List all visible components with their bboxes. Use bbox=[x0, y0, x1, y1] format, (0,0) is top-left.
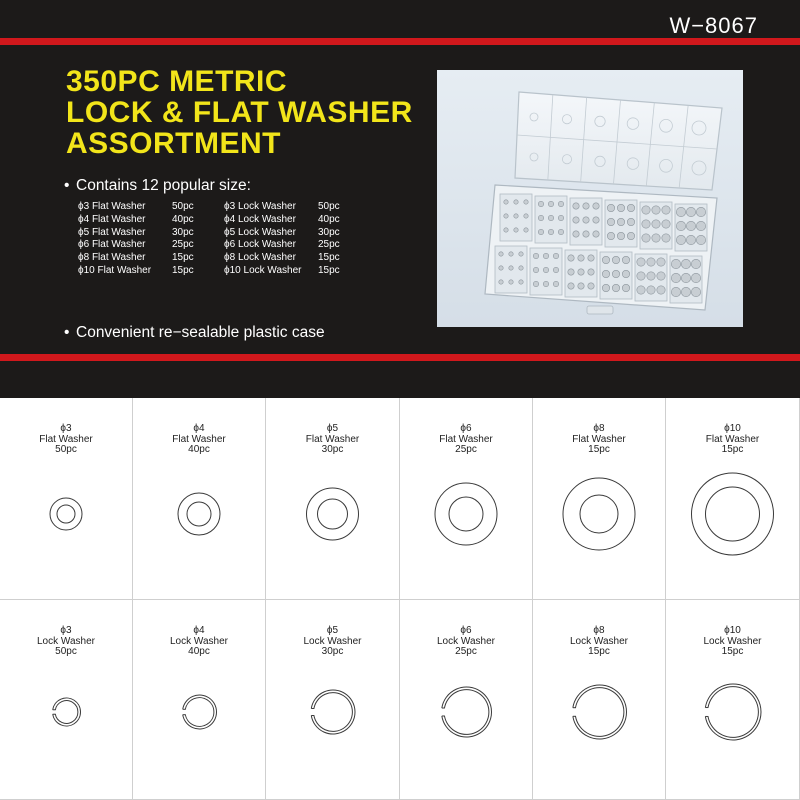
list-item bbox=[78, 201, 194, 214]
washer-type: Flat Washer bbox=[572, 433, 626, 445]
washer-type: Flat Washer bbox=[439, 433, 493, 445]
lock-washer-icon bbox=[666, 600, 800, 800]
lock-washer-icon bbox=[266, 600, 400, 800]
size-name: ϕ8 Lock Washer bbox=[224, 252, 296, 264]
flat-washer-icon bbox=[133, 398, 266, 600]
lock-washer-icon bbox=[133, 600, 266, 800]
washer-qty: 15pc bbox=[721, 646, 744, 657]
washer-size: ϕ10 bbox=[724, 625, 741, 636]
lock-washer-cell bbox=[533, 600, 666, 800]
washer-qty: 15pc bbox=[721, 444, 744, 455]
washer-type: Flat Washer bbox=[39, 433, 93, 445]
washer-type: Flat Washer bbox=[172, 433, 226, 445]
product-case-photo bbox=[437, 70, 743, 327]
washer-size: ϕ6 bbox=[460, 423, 472, 434]
size-qty: 50pc bbox=[318, 201, 340, 212]
washer-size: ϕ4 bbox=[193, 625, 205, 636]
size-name: ϕ5 Flat Washer bbox=[78, 226, 146, 238]
size-qty: 15pc bbox=[318, 264, 340, 276]
size-name: ϕ3 Flat Washer bbox=[78, 201, 146, 212]
washer-type: Lock Washer bbox=[703, 635, 762, 647]
washer-type: Flat Washer bbox=[705, 433, 760, 445]
size-qty: 40pc bbox=[318, 213, 340, 225]
washer-size: ϕ5 bbox=[326, 625, 339, 636]
washer-type: Lock Washer bbox=[437, 635, 495, 647]
flat-washer-list bbox=[78, 201, 194, 278]
washer-size: ϕ8 bbox=[593, 423, 605, 434]
size-name: ϕ5 Lock Washer bbox=[224, 226, 296, 238]
flat-washer-cell bbox=[533, 398, 666, 600]
washer-qty: 30pc bbox=[321, 646, 344, 657]
title-line: 350PC METRIC bbox=[66, 65, 288, 98]
bullet-icon: • bbox=[64, 324, 70, 341]
size-name: ϕ10 Flat Washer bbox=[78, 264, 152, 276]
bottom-red-stripe bbox=[0, 354, 800, 361]
lock-washer-icon bbox=[400, 600, 533, 800]
size-qty: 30pc bbox=[172, 226, 194, 238]
washer-size: ϕ10 bbox=[724, 423, 741, 434]
washer-qty: 25pc bbox=[455, 646, 477, 657]
washer-qty: 25pc bbox=[455, 444, 477, 455]
lock-washer-icon bbox=[533, 600, 666, 800]
list-item bbox=[78, 239, 194, 252]
size-qty: 15pc bbox=[318, 252, 340, 264]
list-item bbox=[224, 227, 340, 240]
washer-qty: 50pc bbox=[55, 444, 77, 455]
list-item bbox=[78, 227, 194, 240]
washer-type: Flat Washer bbox=[305, 433, 360, 445]
header-banner bbox=[0, 0, 800, 398]
size-name: ϕ4 Flat Washer bbox=[78, 213, 146, 225]
flat-washer-icon bbox=[533, 398, 666, 600]
flat-washer-icon bbox=[666, 398, 800, 600]
flat-washer-icon bbox=[266, 398, 400, 600]
washer-size: ϕ3 bbox=[60, 423, 72, 434]
list-item bbox=[78, 214, 194, 227]
size-qty: 25pc bbox=[318, 239, 340, 251]
washer-qty: 15pc bbox=[588, 646, 610, 657]
size-name: ϕ10 Lock Washer bbox=[224, 264, 302, 276]
size-name: ϕ4 Lock Washer bbox=[224, 213, 296, 225]
flat-washer-icon bbox=[0, 398, 133, 600]
washer-size: ϕ8 bbox=[593, 625, 605, 636]
title-line: LOCK & FLAT WASHER bbox=[66, 96, 413, 129]
bullet-case bbox=[64, 324, 325, 342]
washer-size: ϕ6 bbox=[460, 625, 472, 636]
lock-washer-cell bbox=[400, 600, 533, 800]
lock-washer-cell bbox=[133, 600, 266, 800]
list-item bbox=[224, 239, 340, 252]
bullet-icon: • bbox=[64, 177, 70, 194]
flat-washer-cell bbox=[266, 398, 400, 600]
size-qty: 15pc bbox=[172, 252, 194, 264]
washer-type: Lock Washer bbox=[170, 635, 228, 647]
washer-qty: 40pc bbox=[188, 444, 210, 455]
lock-washer-cell bbox=[666, 600, 800, 800]
size-qty: 30pc bbox=[318, 226, 340, 238]
washer-case-image bbox=[437, 70, 743, 327]
size-name: ϕ6 Lock Washer bbox=[224, 239, 296, 251]
size-qty: 15pc bbox=[172, 264, 194, 276]
list-item bbox=[224, 252, 340, 265]
bullet-case-text: Convenient re−sealable plastic case bbox=[76, 324, 325, 341]
list-item bbox=[78, 252, 194, 265]
washer-size: ϕ4 bbox=[193, 423, 205, 434]
washer-qty: 40pc bbox=[188, 646, 210, 657]
list-item bbox=[224, 214, 340, 227]
flat-washer-icon bbox=[400, 398, 533, 600]
washer-qty: 15pc bbox=[588, 444, 610, 455]
washer-size: ϕ3 bbox=[60, 625, 72, 636]
bullet-contains-text: Contains 12 popular size: bbox=[76, 177, 251, 194]
size-name: ϕ8 Flat Washer bbox=[78, 252, 146, 264]
size-qty: 50pc bbox=[172, 201, 194, 212]
washer-qty: 50pc bbox=[55, 646, 77, 657]
washer-size: ϕ5 bbox=[326, 423, 339, 434]
list-item bbox=[78, 265, 194, 278]
title-line: ASSORTMENT bbox=[66, 127, 281, 160]
model-number: W−8067 bbox=[669, 13, 758, 38]
size-name: ϕ3 Lock Washer bbox=[224, 201, 296, 212]
flat-washer-cell bbox=[400, 398, 533, 600]
washer-type: Lock Washer bbox=[303, 635, 362, 647]
product-title bbox=[66, 66, 413, 159]
lock-washer-cell bbox=[266, 600, 400, 800]
washer-qty: 30pc bbox=[321, 444, 344, 455]
washer-type: Lock Washer bbox=[570, 635, 628, 647]
lock-washer-list bbox=[224, 201, 340, 278]
list-item bbox=[224, 201, 340, 214]
flat-washer-cell bbox=[0, 398, 133, 600]
top-red-stripe bbox=[0, 38, 800, 45]
washer-grid bbox=[0, 398, 800, 800]
bullet-contains bbox=[64, 177, 251, 195]
flat-washer-cell bbox=[666, 398, 800, 600]
list-item bbox=[224, 265, 340, 278]
size-qty: 25pc bbox=[172, 239, 194, 251]
size-name: ϕ6 Flat Washer bbox=[78, 239, 146, 251]
size-qty: 40pc bbox=[172, 213, 194, 225]
washer-type: Lock Washer bbox=[37, 635, 95, 647]
lock-washer-icon bbox=[0, 600, 133, 800]
lock-washer-cell bbox=[0, 600, 133, 800]
flat-washer-cell bbox=[133, 398, 266, 600]
